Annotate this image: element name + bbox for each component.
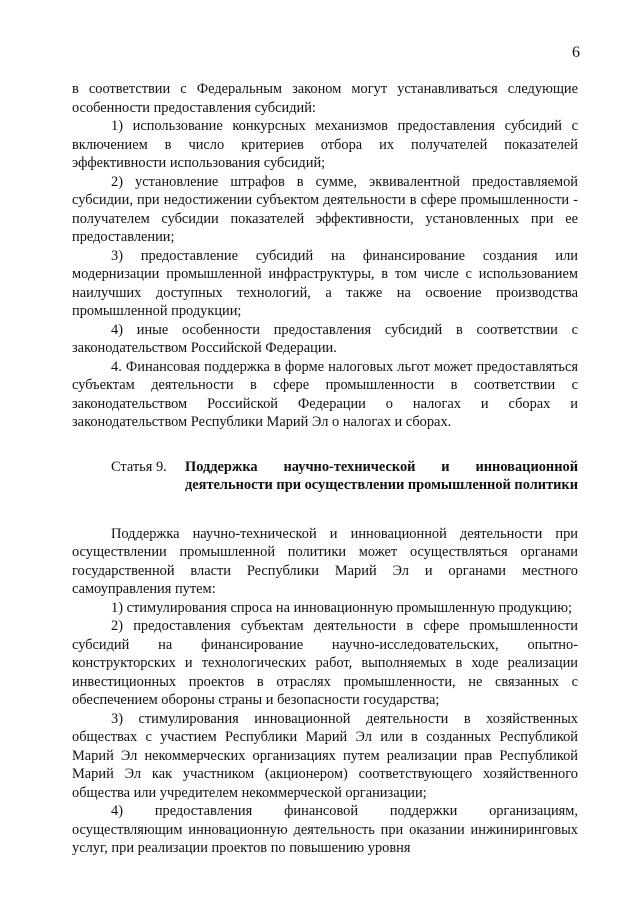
paragraph-article-item-2: 2) предоставления субъектам деятельности в сфере промышленности субсидий на финансирование научно-исследовательских, опытно-конструкторских и технологических работ, выполняемых в ходе реализации инвестиционных проектов в отраслях промышленности, не связанных с обеспечением обороны страны и безопасности государства; xyxy=(72,618,578,708)
paragraph-section-4: 4. Финансовая поддержка в форме налоговых льгот может предоставляться субъектам деятельности в сфере промышленности в соответствии с законодательством Российской Федерации о налогах и сборах и законодательством Республики Марий Эл о налогах и сборах. xyxy=(72,358,578,430)
page-number: 6 xyxy=(572,44,580,61)
paragraph-item-1: 1) использование конкурсных механизмов предоставления субсидий с включением в число критериев отбора их получателей показателей эффективности использования субсидий; xyxy=(72,118,578,171)
article-label: Статья 9. xyxy=(111,458,167,475)
paragraph-article-item-1: 1) стимулирования спроса на инновационную промышленную продукцию; xyxy=(111,599,572,616)
article-title: Поддержка научно-технической и инновационной деятельности при осуществлении промышленной политики xyxy=(185,458,579,493)
paragraph-item-3: 3) предоставление субсидий на финансирование создания или модернизации промышленной инфраструктуры, в том числе с использованием наилучших доступных технологий, а также на освоение производства промышленной продукции; xyxy=(72,247,578,319)
paragraph-item-2: 2) установление штрафов в сумме, эквивалентной предоставляемой субсидии, при недостижении субъектом деятельности в сфере промышленности - получателем субсидии показателей эффективности, установленных при ее предоставлении; xyxy=(72,173,578,245)
paragraph-intro: в соответствии с Федеральным законом могут устанавливаться следующие особенности предоставления субсидий: xyxy=(72,81,578,116)
paragraph-article-intro: Поддержка научно-технической и инновационной деятельности при осуществлении промышленной политики может осуществляться органами государственной власти Республики Марий Эл и органами местного самоуправления путем: xyxy=(72,525,578,597)
paragraph-article-item-4: 4) предоставления финансовой поддержки организациям, осуществляющим инновационную деятельность при оказании инжиниринговых услуг, при реализации проектов по повышению уровня xyxy=(72,803,578,856)
paragraph-item-4: 4) иные особенности предоставления субсидий в соответствии с законодательством Российской Федерации. xyxy=(72,321,578,356)
article-heading xyxy=(72,458,578,495)
paragraph-article-item-3: 3) стимулирования инновационной деятельности в хозяйственных обществах с участием Республики Марий Эл или в созданных Республикой Марий Эл некоммерческих организациях путем реализации прав Республикой Марий Эл как участником (акционером) соответствующего хозяйственного общества или учредителем некоммерческой организации; xyxy=(72,710,578,801)
document-body xyxy=(72,80,578,858)
